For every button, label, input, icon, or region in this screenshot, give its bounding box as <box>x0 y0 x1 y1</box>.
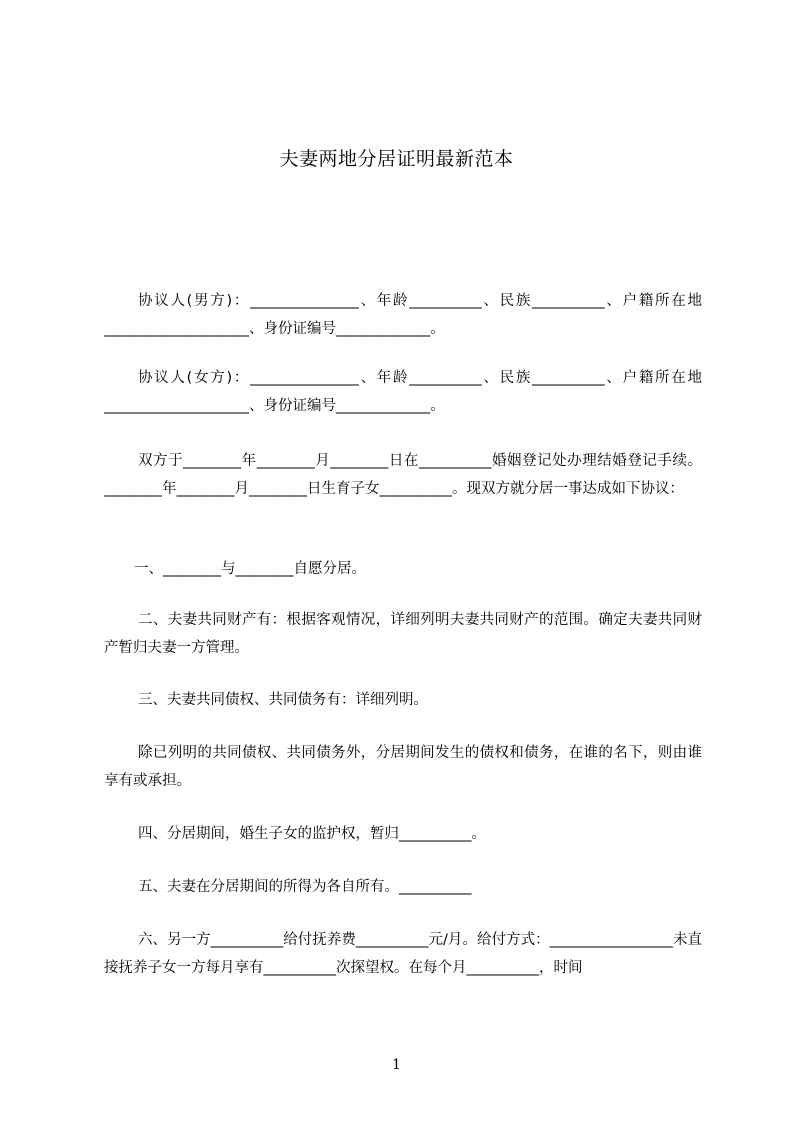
paragraph-female-party: 协议人(女方)：_______________、年龄__________、民族__________、户籍所在地____________________、身份证编号_____________。 <box>104 370 702 414</box>
paragraph-clause-6: 六、另一方__________给付抚养费__________元/月。给付方式：_________________未直接抚养子女一方每月享有__________次探望权。在每个月__________，时间 <box>104 932 702 976</box>
page-number: 1 <box>392 1057 401 1073</box>
paragraph-clause-5: 五、夫妻在分居期间的所得为各自所有。__________ <box>138 879 472 895</box>
paragraph-clause-1: 一、________与________自愿分居。 <box>134 561 366 577</box>
paragraph-clause-4: 四、分居期间，婚生子女的监护权，暂归__________。 <box>138 826 486 842</box>
paragraph-male-party: 协议人(男方)：_______________、年龄__________、民族__________、户籍所在地____________________、身份证编号_____________。 <box>104 293 702 337</box>
paragraph-clause-2: 二、夫妻共同财产有：根据客观情况，详细列明夫妻共同财产的范围。确定夫妻共同财产暂归夫妻一方管理。 <box>104 612 702 656</box>
paragraph-debts-note: 除已列明的共同债权、共同债务外，分居期间发生的债权和债务，在谁的名下，则由谁享有或承担。 <box>104 745 702 789</box>
document-title: 夫妻两地分居证明最新范本 <box>279 148 514 170</box>
paragraph-marriage-registration: 双方于________年________月________日在__________婚姻登记处办理结婚登记手续。________年________月________日生育子女__________。现双方就分居一事达成如下协议： <box>104 453 702 497</box>
paragraph-clause-3: 三、夫妻共同债权、共同债务有：详细列明。 <box>138 692 428 708</box>
